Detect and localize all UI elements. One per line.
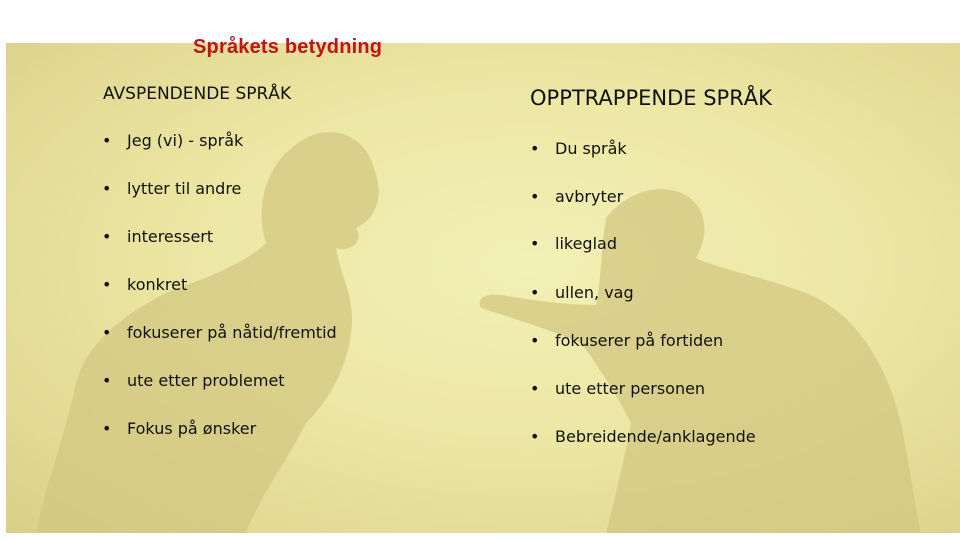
list-item-label: Du språk [555, 139, 627, 158]
list-item-label: lytter til andre [127, 179, 242, 198]
slide-title: Språkets betydning [193, 36, 383, 58]
list-item [530, 283, 634, 302]
list-item-label: ullen, vag [555, 283, 634, 302]
list-item [530, 234, 617, 253]
list-item-label: fokuserer på nåtid/fremtid [127, 323, 337, 342]
bullet-icon: • [530, 283, 540, 302]
bullet-icon: • [102, 323, 112, 342]
bullet-icon: • [102, 131, 112, 150]
list-item-label: Jeg (vi) - språk [127, 131, 244, 150]
list-item-label: ute etter personen [555, 379, 706, 398]
bullet-icon: • [530, 427, 540, 446]
list-item [530, 427, 756, 446]
list-item [102, 227, 213, 246]
bullet-icon: • [102, 179, 112, 198]
bullet-icon: • [102, 227, 112, 246]
bullet-icon: • [530, 379, 540, 398]
list-item-label: avbryter [555, 187, 624, 206]
right-column-heading: OPPTRAPPENDE SPRÅK [530, 86, 772, 110]
list-item-label: likeglad [555, 234, 617, 253]
list-item [102, 323, 337, 342]
list-item [530, 139, 627, 158]
list-item [102, 419, 256, 438]
bullet-icon: • [102, 275, 112, 294]
list-item-label: interessert [127, 227, 214, 246]
bullet-icon: • [102, 419, 112, 438]
left-column-heading: AVSPENDENDE SPRÅK [103, 84, 292, 104]
list-item-label: Bebreidende/anklagende [555, 427, 756, 446]
bullet-icon: • [530, 331, 540, 350]
list-item-label: Fokus på ønsker [127, 419, 257, 438]
list-item [102, 371, 285, 390]
list-item-label: ute etter problemet [127, 371, 285, 390]
list-item-label: konkret [127, 275, 188, 294]
list-item-label: fokuserer på fortiden [555, 331, 724, 350]
list-item [530, 379, 705, 398]
list-item [530, 331, 723, 350]
list-item [102, 131, 243, 150]
list-item [530, 187, 623, 206]
bullet-icon: • [102, 371, 112, 390]
bullet-icon: • [530, 234, 540, 253]
bullet-icon: • [530, 187, 540, 206]
list-item [102, 275, 187, 294]
bullet-icon: • [530, 139, 540, 158]
list-item [102, 179, 241, 198]
